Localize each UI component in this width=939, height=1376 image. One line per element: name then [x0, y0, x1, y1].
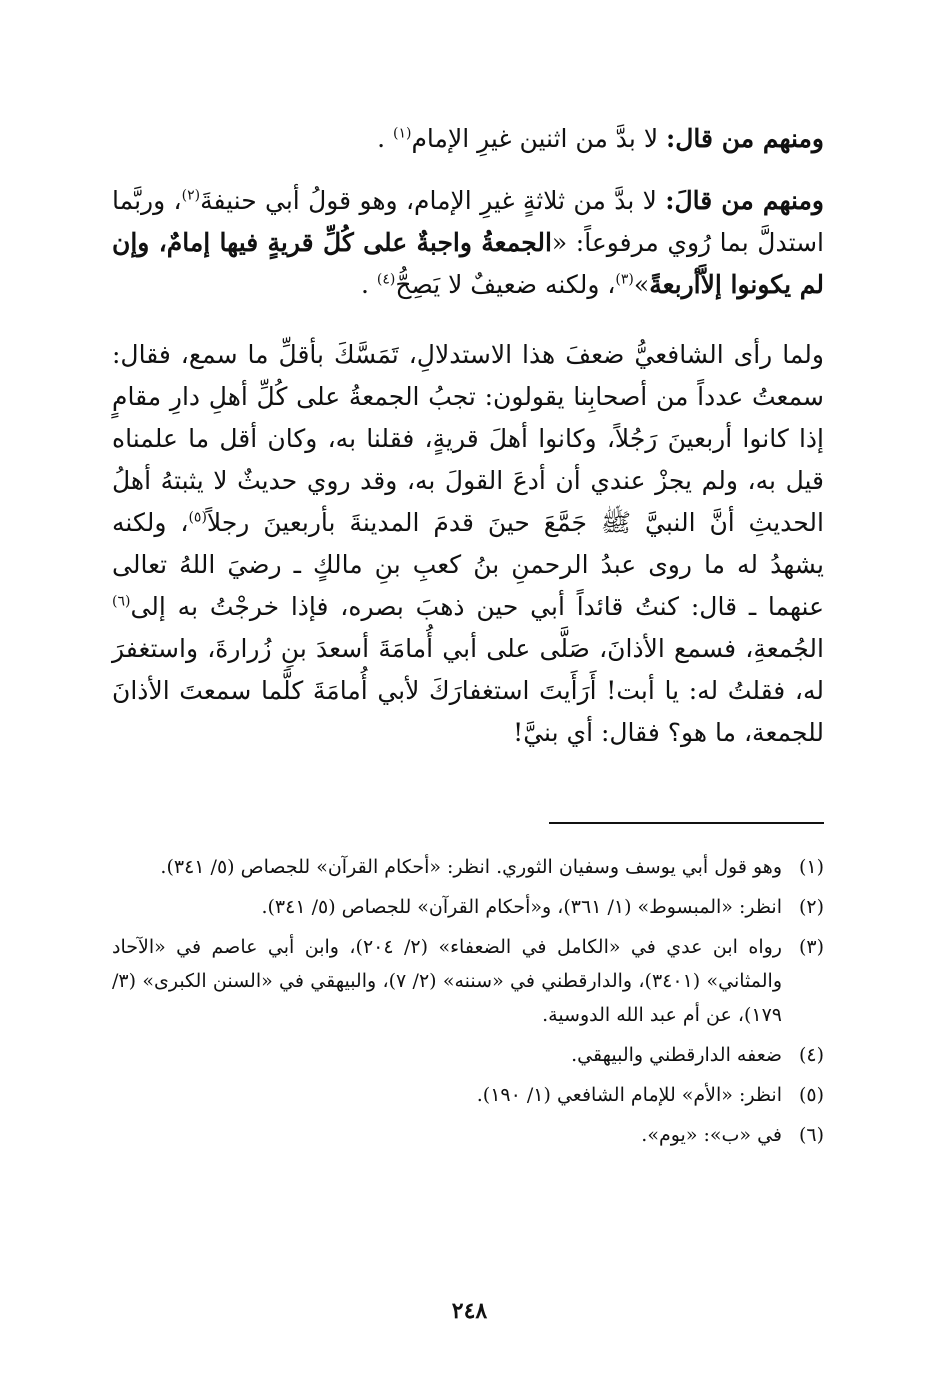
- paragraph-3-text-b: ، ولكنه يشهدُ له ما روى عبدُ الرحمنِ بنُ كعبِ بنِ مالكٍ ـ رضيَ اللهُ تعالى عنهما ـ قال: كنتُ قائداً أبي حين ذهبَ بصره، فإذا خرجْتُ به إلى: [112, 508, 824, 621]
- footnote-number: (٤): [798, 1044, 824, 1066]
- footnote-number: (٣): [798, 936, 824, 958]
- paragraph-3-text-a: ولما رأى الشافعيُّ ضعفَ هذا الاستدلالِ، تَمَسَّكَ بأقلِّ ما سمع، فقال: سمعتُ عدداً من أصحابِنا يقولون: تجبُ الجمعةُ على كُلِّ أهلِ دارِ مقامٍ إذا كانوا أربعينَ رَجُلاً، وكانوا أهلَ قريةٍ، فقلنا به، وكان أقل ما علمناه قيل به، ولم يجزْ عندي أن أدعَ القولَ به، وقد روي حديثٌ لا يثبتهُ أهلُ الحديثِ أنَّ النبيَّ ﷺ جَمَّعَ حينَ قدمَ المدينةَ بأربعينَ رجلاً: [112, 340, 824, 537]
- footnote-number: (٢): [798, 896, 824, 918]
- footnote-number: (٥): [798, 1084, 824, 1106]
- paragraph-1-lead: ومنهم من قال:: [666, 124, 824, 153]
- paragraph-2: [112, 180, 824, 306]
- paragraph-1: [112, 118, 824, 160]
- main-text: [112, 118, 824, 754]
- footnote-ref-5[interactable]: (٥): [188, 509, 207, 526]
- footnote-3: [112, 930, 824, 1032]
- footnote-number: (٦): [798, 1124, 824, 1146]
- footnote-ref-6[interactable]: (٦): [112, 593, 131, 610]
- footnote-text: انظر: «المبسوط» (١/ ٣٦١)، و«أحكام القرآن» للجصاص (٥/ ٣٤١).: [261, 896, 782, 918]
- footnote-text: رواه ابن عدي في «الكامل في الضعفاء» (٢/ ٢٠٤)، وابن أبي عاصم في «الآحاد والمثاني» (٣٤٠١)، والدارقطني في «سننه» (٢/ ٧)، والبيهقي في «السنن الكبرى» (٣/ ١٧٩)، عن أم عبد الله الدوسية.: [112, 936, 782, 1026]
- footnote-ref-1[interactable]: (١): [392, 125, 412, 142]
- footnote-ref-2[interactable]: (٢): [181, 187, 201, 204]
- paragraph-1-text: لا بدَّ من اثنين غيرِ الإمام: [411, 124, 667, 153]
- footnote-number: (١): [798, 856, 824, 878]
- page-number: ٢٤٨: [451, 1298, 488, 1324]
- paragraph-3: [112, 334, 824, 754]
- footnote-2: [112, 890, 824, 924]
- paragraph-2-end: .: [361, 270, 377, 299]
- footnote-text: في «ب»: «يوم».: [641, 1124, 782, 1146]
- footnote-1: [112, 850, 824, 884]
- hadith-quote: الجمعةُ واجبةٌ على كُلِّ قريةٍ فيها إمامٌ، وإن لم يكونوا إلاَّأربعةً: [112, 228, 824, 299]
- footnote-ref-4[interactable]: (٤): [376, 271, 396, 288]
- footnote-6: [112, 1118, 824, 1152]
- footnote-text: وهو قول أبي يوسف وسفيان الثوري. انظر: «أحكام القرآن» للجصاص (٥/ ٣٤١).: [160, 856, 782, 878]
- paragraph-2-text-a: لا بدَّ من ثلاثةٍ غيرِ الإمام، وهو قولُ أبي حنيفةَ: [200, 186, 666, 215]
- footnote-4: [112, 1038, 824, 1072]
- paragraph-2-text-d: ، ولكنه ضعيفٌ لا يَصِحُّ: [395, 270, 616, 299]
- paragraph-2-text-b: ، وربَّما استدلَّ بما رُوي مرفوعاً: «: [112, 186, 825, 257]
- paragraph-1-end: .: [377, 124, 393, 153]
- footnote-5: [112, 1078, 824, 1112]
- footnote-text: انظر: «الأم» للإمام الشافعي (١/ ١٩٠).: [476, 1084, 782, 1106]
- footnote-text: ضعفه الدارقطني والبيهقي.: [571, 1044, 782, 1066]
- footnote-ref-3[interactable]: (٣): [615, 271, 634, 288]
- footnotes: [112, 850, 824, 1158]
- paragraph-2-text-c: »: [633, 270, 650, 299]
- paragraph-3-text-c: الجُمعةِ، فسمع الأذانَ، صَلَّى على أبي أُمامَةَ أسعدَ بنِ زُرارةَ، واستغفرَ له، فقلتُ له: يا أبت! أَرَأَيتَ استغفارَكَ لأبي أُمامَةَ كلَّما سمعتَ الأذانَ للجمعة، ما هو؟ فقال: أي بنيَّ!: [112, 634, 824, 747]
- footnote-divider: [549, 822, 824, 824]
- paragraph-2-lead: ومنهم من قالَ:: [665, 186, 824, 215]
